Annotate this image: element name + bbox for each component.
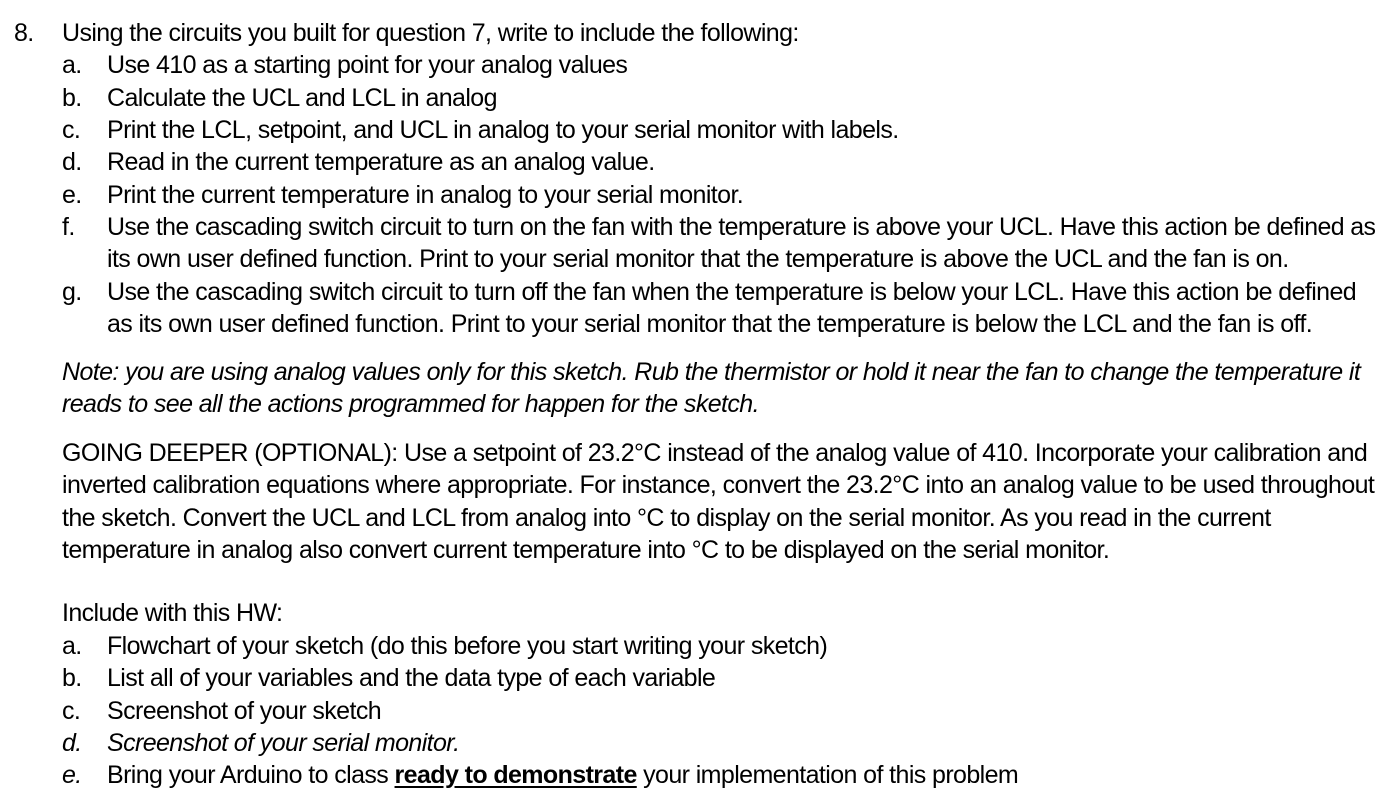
going-deeper-line: the sketch. Convert the UCL and LCL from analog into °C to display on the serial monitor. As you read in the current: [62, 504, 1271, 532]
include-item-marker: d.: [62, 729, 82, 757]
include-item-text: [107, 759, 1018, 791]
include-item-text: Flowchart of your sketch (do this before you start writing your sketch): [107, 632, 828, 660]
include-item-text: Screenshot of your sketch: [107, 697, 382, 725]
item-marker: g.: [62, 278, 82, 306]
item-marker: c.: [62, 116, 81, 144]
note-line: reads to see all the actions programmed for happen for the sketch.: [62, 390, 759, 418]
item-marker: f.: [62, 213, 75, 241]
going-deeper-line: inverted calibration equations where appropriate. For instance, convert the 23.2°C into an analog value to be used throughout: [62, 471, 1375, 499]
ready-to-demonstrate-emphasis: ready to demonstrate: [394, 761, 637, 789]
include-item-text-before: Bring your Arduino to class: [107, 761, 395, 789]
item-text-line: Use the cascading switch circuit to turn off the fan when the temperature is below your LCL. Have this action be defined: [107, 278, 1357, 306]
question-number: 8.: [14, 19, 34, 47]
item-text: Print the current temperature in analog to your serial monitor.: [107, 181, 744, 209]
item-text: Read in the current temperature as an analog value.: [107, 148, 655, 176]
item-text: Use 410 as a starting point for your analog values: [107, 51, 628, 79]
item-text: Print the LCL, setpoint, and UCL in analog to your serial monitor with labels.: [107, 116, 899, 144]
include-heading: Include with this HW:: [62, 599, 283, 627]
going-deeper-line: temperature in analog also convert current temperature into °C to be displayed on the serial monitor.: [62, 536, 1110, 564]
item-marker: e.: [62, 181, 82, 209]
include-item-text-after: your implementation of this problem: [636, 761, 1019, 789]
item-text-line: Use the cascading switch circuit to turn on the fan with the temperature is above your UCL. Have this action be defined as: [107, 213, 1376, 241]
item-text-line: its own user defined function. Print to your serial monitor that the temperature is above the UCL and the fan is on.: [107, 245, 1289, 273]
include-item-marker: e.: [62, 761, 82, 789]
item-text: Calculate the UCL and LCL in analog: [107, 84, 497, 112]
item-text-line: as its own user defined function. Print to your serial monitor that the temperature is below the LCL and the fan is off.: [107, 310, 1313, 338]
include-item-marker: c.: [62, 697, 81, 725]
question-text: Using the circuits you built for question 7, write to include the following:: [62, 19, 799, 47]
going-deeper-line: GOING DEEPER (OPTIONAL): Use a setpoint of 23.2°C instead of the analog value of 410. Incorporate your calibration and: [62, 439, 1368, 467]
item-marker: b.: [62, 84, 82, 112]
include-item-text: List all of your variables and the data type of each variable: [107, 664, 716, 692]
item-marker: a.: [62, 51, 82, 79]
include-item-text: Screenshot of your serial monitor.: [107, 729, 460, 757]
include-item-marker: b.: [62, 664, 82, 692]
item-marker: d.: [62, 148, 82, 176]
note-line: Note: you are using analog values only for this sketch. Rub the thermistor or hold it near the fan to change the temperature it: [62, 358, 1361, 386]
include-item-marker: a.: [62, 632, 82, 660]
